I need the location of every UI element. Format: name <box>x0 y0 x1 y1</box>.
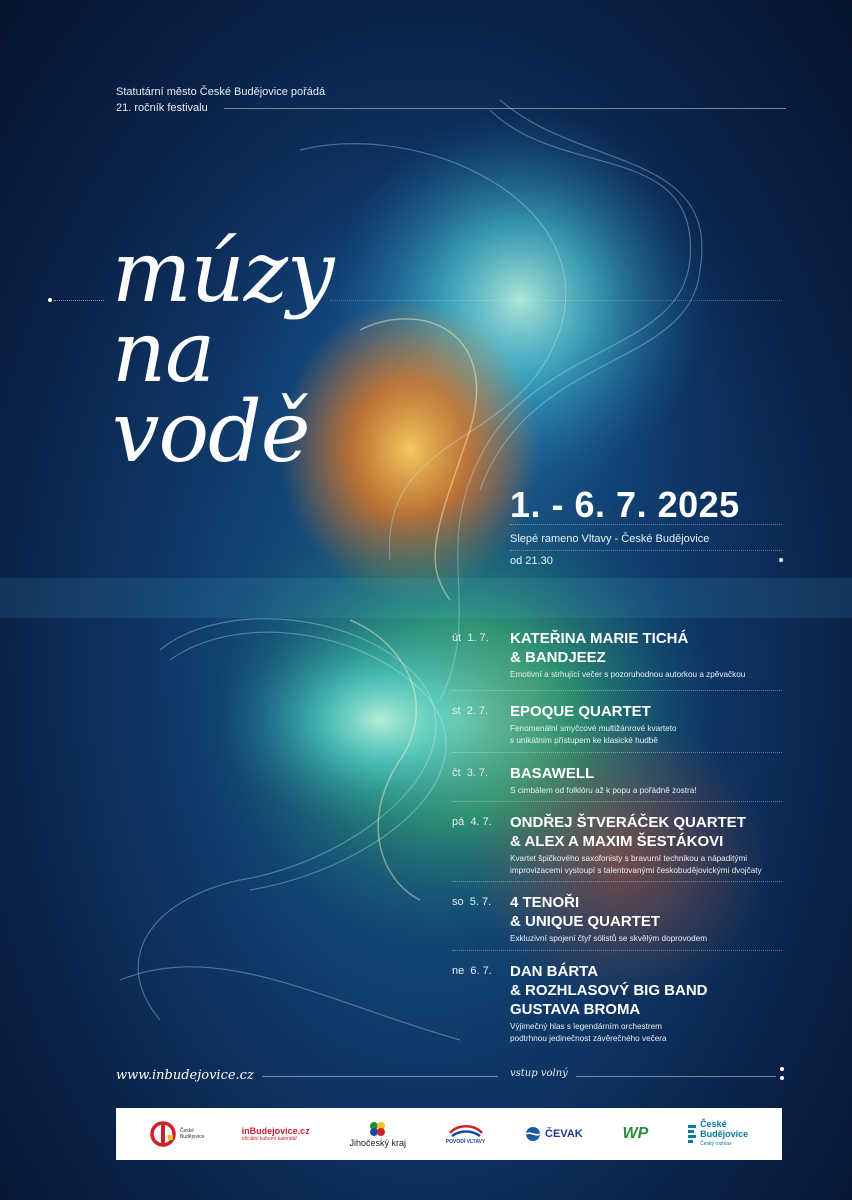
title-line-3: vodě <box>112 383 310 481</box>
cevak-globe-icon <box>525 1126 541 1142</box>
dates-rule <box>510 524 782 525</box>
footer-dot-bottom <box>780 1076 784 1080</box>
povodi-vltavy-wave-icon <box>448 1124 484 1138</box>
free-entry-note: vstup volný <box>510 1068 568 1079</box>
logo-cevak <box>525 1126 583 1142</box>
logo-wp <box>623 1125 649 1143</box>
program-date: 5. 7. <box>469 896 492 908</box>
program-day-date <box>452 816 508 828</box>
presenter-line: Statutární město České Budějovice pořádá <box>116 86 326 98</box>
inbudejovice-logo-text: inBudejovice.cz <box>241 1125 310 1136</box>
program-day-date <box>452 767 508 779</box>
festival-dates: 1. - 6. 7. 2025 <box>510 484 740 525</box>
program-date: 6. 7. <box>470 965 492 977</box>
program-day: út <box>452 632 462 644</box>
program-date: 4. 7. <box>470 816 492 828</box>
logo-povodi-vltavy <box>446 1124 485 1145</box>
jihocesky-kraj-text: Jihočeský kraj <box>349 1137 407 1148</box>
performer-name: DAN BÁRTA <box>510 963 599 980</box>
performer-name: 4 TENOŘI <box>510 894 580 911</box>
logo-cesky-rozhlas <box>688 1119 748 1149</box>
program-day: pá <box>452 816 465 828</box>
program-day-date <box>452 965 508 977</box>
title-line-1: múzy <box>112 223 334 321</box>
footer-rule-left <box>262 1076 498 1077</box>
festival-title <box>112 223 412 481</box>
program-separator <box>452 690 782 691</box>
povodi-vltavy-text: POVODÍ VLTAVY <box>445 1138 486 1145</box>
footer-rule-right <box>576 1076 776 1077</box>
title-rule-left <box>54 300 104 301</box>
sponsor-bar <box>116 1108 782 1160</box>
inbudejovice-sub: oficiální kulturní kalendář <box>241 1135 297 1142</box>
program-separator <box>452 801 782 802</box>
rozhlas-line-2: Budějovice <box>700 1129 749 1139</box>
performer-description: Kvartet špičkového saxofonisty s bravurní technikou a nápaditými <box>510 854 748 863</box>
venue-rule <box>510 550 782 551</box>
performer-name: BASAWELL <box>510 765 595 782</box>
program-day-date <box>452 632 508 644</box>
footer-dot-top <box>780 1067 784 1071</box>
performer-description: Výjimečný hlas s legendárním orchestrem <box>510 1022 662 1031</box>
time-dot <box>779 558 783 562</box>
title-dot <box>48 298 52 302</box>
program-date: 2. 7. <box>466 705 489 717</box>
header-rule <box>224 108 786 109</box>
performer-description: Emotivní a strhující večer s pozoruhodnou autorkou a zpěvačkou <box>510 670 746 679</box>
rozhlas-bars-icon <box>688 1125 696 1143</box>
performer-description: S cimbálem od folklóru až k popu a pořádně zostra! <box>510 786 697 795</box>
program-day: st <box>452 705 461 717</box>
cevak-text: ČEVAK <box>545 1128 583 1140</box>
program-separator <box>452 752 782 753</box>
program-date: 3. 7. <box>466 767 489 779</box>
program-separator <box>452 881 782 882</box>
performer-description: improvizacemi vystoupí s talentovanými českobudějovickými dvojčaty <box>510 866 762 875</box>
performer-name: GUSTAVA BROMA <box>510 1001 641 1018</box>
performer-description: Exkluzivní spojení čtyř sólistů se skvělým doprovodem <box>510 934 708 943</box>
program-day: so <box>452 896 464 908</box>
program-date: 1. 7. <box>467 632 489 644</box>
title-line-2: na <box>112 303 215 401</box>
program-day: ne <box>452 965 465 977</box>
performer-description: s unikátním přístupem ke klasické hudbě <box>510 736 658 745</box>
logo-jihocesky-kraj <box>349 1121 406 1148</box>
edition-line: 21. ročník festivalu <box>116 102 208 114</box>
cb-logo-text: České Budějovice <box>179 1128 205 1140</box>
rozhlas-sub: Český rozhlas <box>700 1141 732 1147</box>
performer-name: ONDŘEJ ŠTVERÁČEK QUARTET <box>510 814 746 831</box>
performer-name: & UNIQUE QUARTET <box>510 913 660 930</box>
logo-inbudejovice <box>242 1127 310 1142</box>
logo-ceske-budejovice <box>150 1121 205 1147</box>
program-separator <box>452 950 782 951</box>
performer-description: podtrhnou jedinečnost závěrečného večera <box>510 1034 667 1043</box>
wp-logo-text: WP <box>622 1125 649 1142</box>
jihocesky-kraj-emblem-icon <box>369 1121 387 1137</box>
performer-name: & ROZHLASOVÝ BIG BAND <box>510 982 708 999</box>
presenter-info <box>116 84 786 116</box>
festival-venue: Slepé rameno Vltavy - České Budějovice <box>510 533 710 545</box>
program-day: čt <box>452 767 461 779</box>
cb-emblem-icon <box>150 1121 176 1147</box>
program-day-date <box>452 896 508 908</box>
website-link[interactable]: www.inbudejovice.cz <box>116 1068 254 1083</box>
program-day-date <box>452 705 508 717</box>
performer-name: & ALEX A MAXIM ŠESTÁKOVI <box>510 833 724 850</box>
rozhlas-line-1: České <box>700 1119 727 1129</box>
performer-name: KATEŘINA MARIE TICHÁ <box>510 630 689 647</box>
performer-name: EPOQUE QUARTET <box>510 703 651 720</box>
performer-name: & BANDJEEZ <box>510 649 606 666</box>
festival-time: od 21.30 <box>510 555 553 567</box>
performer-description: Fenomenální smyčcové multižánrové kvarteto <box>510 724 677 733</box>
